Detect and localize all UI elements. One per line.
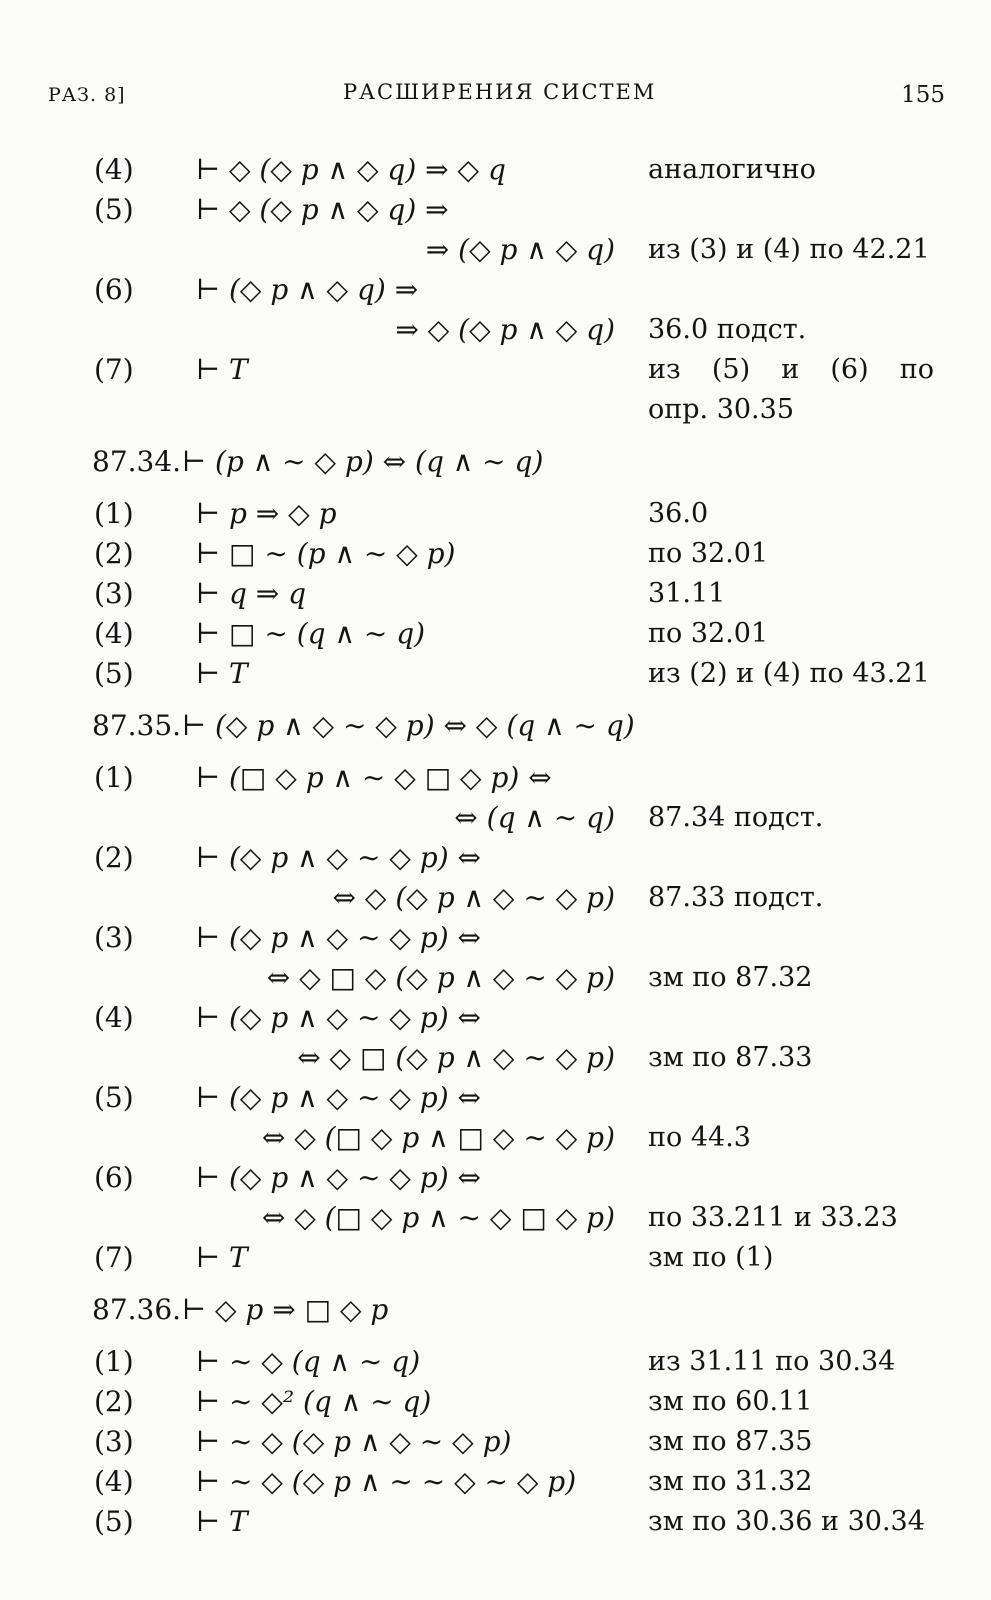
step-justification: 36.0 [648, 498, 709, 529]
step-number: (5) [94, 1081, 134, 1114]
step-number: (2) [94, 841, 134, 874]
step-justification: аналогично [648, 154, 816, 185]
step-formula: ⊢ ∼ ◇² (q ∧ ∼ q) [196, 1385, 432, 1418]
theorem-formula: ⊢ (p ∧ ∼ ◇ p) ⇔ (q ∧ ∼ q) [182, 445, 544, 478]
step-formula: ⊢ ◇ (◇ p ∧ ◇ q) ⇒ ◇ q [196, 153, 506, 186]
theorem-87-35 [0, 706, 991, 746]
theorem-87-36 [0, 1290, 991, 1330]
step-line [0, 1382, 991, 1422]
step-formula: ⊢ (◇ p ∧ ◇ ∼ ◇ p) ⇔ [196, 1161, 481, 1194]
step-justification: зм по 31.32 [648, 1466, 813, 1497]
step-line [0, 1238, 991, 1278]
step-formula: ⊢ (◇ p ∧ ◇ ∼ ◇ p) ⇔ [196, 1001, 481, 1034]
step-justification: по 33.211 и 33.23 [648, 1202, 898, 1233]
theorem-formula: ⊢ (◇ p ∧ ◇ ∼ ◇ p) ⇔ ◇ (q ∧ ∼ q) [182, 709, 635, 742]
step-number: (4) [94, 1465, 134, 1498]
step-continuation [0, 1198, 991, 1238]
step-justification: зм по 60.11 [648, 1386, 813, 1417]
running-title: РАСШИРЕНИЯ СИСТЕМ [343, 80, 657, 104]
step-line [0, 1502, 991, 1542]
step-formula: ⊢ ∼ ◇ (q ∧ ∼ q) [196, 1345, 421, 1378]
step-number: (3) [94, 1425, 134, 1458]
step-formula: ⊢ T [196, 1241, 248, 1274]
step-continuation [0, 310, 991, 350]
step-number: (1) [94, 761, 134, 794]
step-line [0, 998, 991, 1038]
step-number: (2) [94, 1385, 134, 1418]
step-formula: ⊢ (◇ p ∧ ◇ ∼ ◇ p) ⇔ [196, 1081, 481, 1114]
step-formula: ⊢ (◇ p ∧ ◇ ∼ ◇ p) ⇔ [196, 921, 481, 954]
step-formula-continuation: ⇔ ◇ (□ ◇ p ∧ ∼ ◇ □ ◇ p) [261, 1201, 615, 1234]
step-formula: ⊢ ∼ ◇ (◇ p ∧ ◇ ∼ ◇ p) [196, 1425, 512, 1458]
step-formula: ⊢ (◇ p ∧ ◇ q) ⇒ [196, 273, 419, 306]
step-continuation [0, 958, 991, 998]
step-justification: по 32.01 [648, 538, 769, 569]
step-line [0, 534, 991, 574]
step-line [0, 1158, 991, 1198]
step-formula: ⊢ □ ∼ (q ∧ ∼ q) [196, 617, 426, 650]
step-line [0, 190, 991, 230]
step-continuation [0, 798, 991, 838]
step-number: (1) [94, 1345, 134, 1378]
step-justification: 36.0 подст. [648, 314, 807, 345]
step-formula: ⊢ p ⇒ ◇ p [196, 497, 337, 530]
step-formula-continuation: ⇒ (◇ p ∧ ◇ q) [425, 233, 615, 266]
step-line [0, 574, 991, 614]
step-justification: зм по 30.36 и 30.34 [648, 1506, 925, 1537]
step-formula-continuation: ⇔ ◇ □ (◇ p ∧ ◇ ∼ ◇ p) [297, 1041, 615, 1074]
theorem-87-34 [0, 442, 991, 482]
step-formula-continuation: ⇔ ◇ □ ◇ (◇ p ∧ ◇ ∼ ◇ p) [266, 961, 615, 994]
step-number: (4) [94, 617, 134, 650]
just-word: и [781, 354, 800, 385]
step-justification: из 31.11 по 30.34 [648, 1346, 896, 1377]
theorem-label: 87.34. [92, 445, 182, 478]
step-line [0, 350, 991, 390]
step-continuation [0, 1118, 991, 1158]
page-header [48, 74, 945, 114]
step-formula: ⊢ T [196, 1505, 248, 1538]
step-number: (4) [94, 153, 134, 186]
step-justification: 87.33 подст. [648, 882, 824, 913]
step-formula: ⊢ T [196, 353, 248, 386]
step-continuation [0, 1038, 991, 1078]
step-formula: ⊢ ∼ ◇ (◇ p ∧ ∼ ∼ ◇ ∼ ◇ p) [196, 1465, 577, 1498]
step-justification: зм по 87.32 [648, 962, 813, 993]
step-continuation [0, 390, 991, 430]
step-justification: 31.11 [648, 578, 726, 609]
step-line [0, 1078, 991, 1118]
step-justification: по 32.01 [648, 618, 769, 649]
step-continuation [0, 878, 991, 918]
step-line [0, 614, 991, 654]
step-line [0, 494, 991, 534]
step-line [0, 150, 991, 190]
step-number: (5) [94, 193, 134, 226]
theorem-formula: ⊢ ◇ p ⇒ □ ◇ p [182, 1293, 389, 1326]
step-formula-continuation: ⇔ ◇ (◇ p ∧ ◇ ∼ ◇ p) [332, 881, 615, 914]
step-number: (3) [94, 921, 134, 954]
step-justification-continuation: опр. 30.35 [648, 394, 794, 425]
step-number: (5) [94, 1505, 134, 1538]
step-line [0, 1342, 991, 1382]
step-formula: ⊢ (□ ◇ p ∧ ∼ ◇ □ ◇ p) ⇔ [196, 761, 552, 794]
step-formula: ⊢ (◇ p ∧ ◇ ∼ ◇ p) ⇔ [196, 841, 481, 874]
step-justification: по 44.3 [648, 1122, 751, 1153]
step-formula: ⊢ q ⇒ q [196, 577, 307, 610]
step-line [0, 1422, 991, 1462]
step-number: (7) [94, 1241, 134, 1274]
step-justification: зм по 87.35 [648, 1426, 813, 1457]
step-continuation [0, 230, 991, 270]
step-justification: зм по 87.33 [648, 1042, 813, 1073]
step-number: (4) [94, 1001, 134, 1034]
step-formula-continuation: ⇒ ◇ (◇ p ∧ ◇ q) [395, 313, 615, 346]
step-justification: зм по (1) [648, 1242, 774, 1273]
step-formula: ⊢ T [196, 657, 248, 690]
just-word: из [648, 354, 681, 385]
just-word: (6) [830, 354, 869, 385]
step-number: (2) [94, 537, 134, 570]
step-line [0, 1462, 991, 1502]
step-number: (1) [94, 497, 134, 530]
theorem-label: 87.36. [92, 1293, 182, 1326]
step-line [0, 918, 991, 958]
just-word: (5) [711, 354, 751, 385]
step-justification [648, 350, 934, 390]
step-line [0, 270, 991, 310]
page-number: 155 [901, 82, 945, 108]
step-number: (5) [94, 657, 134, 690]
step-number: (7) [94, 353, 134, 386]
step-number: (3) [94, 577, 134, 610]
step-justification: из (3) и (4) по 42.21 [648, 234, 930, 265]
step-formula-continuation: ⇔ ◇ (□ ◇ p ∧ □ ◇ ∼ ◇ p) [261, 1121, 615, 1154]
step-justification: из (2) и (4) по 43.21 [648, 658, 930, 689]
just-word: по [899, 354, 934, 385]
step-number: (6) [94, 1161, 134, 1194]
step-number: (6) [94, 273, 134, 306]
step-formula: ⊢ ◇ (◇ p ∧ ◇ q) ⇒ [196, 193, 449, 226]
step-formula-continuation: ⇔ (q ∧ ∼ q) [454, 801, 615, 834]
chapter-label: РАЗ. 8] [48, 84, 126, 106]
step-line [0, 654, 991, 694]
theorem-label: 87.35. [92, 709, 182, 742]
step-line [0, 758, 991, 798]
step-formula: ⊢ □ ∼ (p ∧ ∼ ◇ p) [196, 537, 456, 570]
step-justification: 87.34 подст. [648, 802, 824, 833]
step-line [0, 838, 991, 878]
proof-body [0, 150, 991, 1542]
